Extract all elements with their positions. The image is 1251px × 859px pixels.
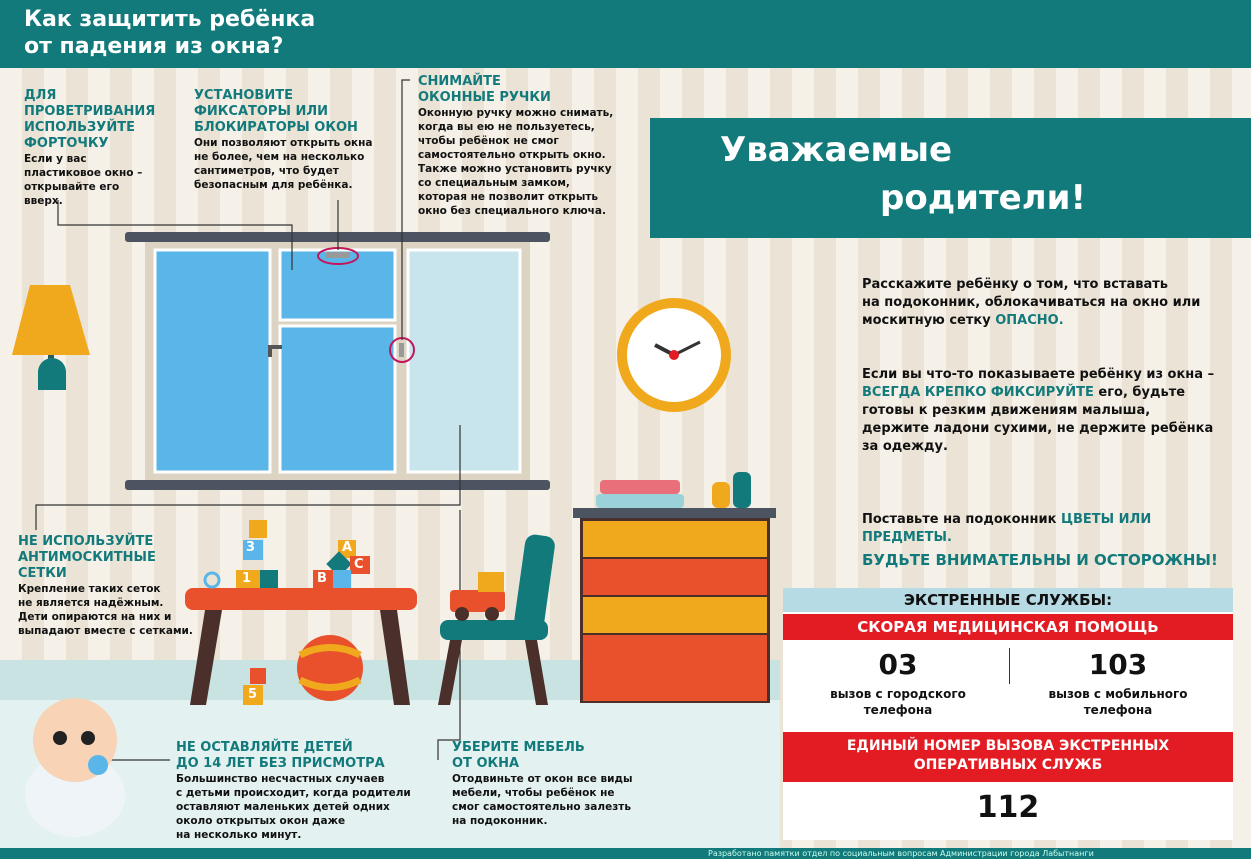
- advice-line: за одежду.: [862, 439, 948, 454]
- tip-furniture: [452, 740, 652, 828]
- advice-highlight: ОПАСНО.: [995, 313, 1064, 328]
- tip-body: Крепление таких сеток не является надёжным. Дети опираются на них и выпадают вместе с сетками.: [18, 583, 193, 637]
- tip-title: УСТАНОВИТЕ ФИКСАТОРЫ ИЛИ БЛОКИРАТОРЫ ОКОН: [194, 88, 358, 135]
- advice-line: [862, 312, 1232, 330]
- advice-line: готовы к резким движениям малыша,: [862, 403, 1151, 418]
- divider: [1009, 648, 1010, 684]
- tip-fixators: [194, 88, 394, 192]
- block-letter: C: [354, 557, 364, 572]
- block-letter: B: [317, 571, 327, 586]
- advice-line: Если вы что-то показываете ребёнку из окна –: [862, 367, 1215, 382]
- tip-body: Если у вас пластиковое окно – открывайте его вверх.: [24, 153, 143, 207]
- footer-credit: Разработано памятки отдел по социальным вопросам Администрации города Лабытнанги: [708, 849, 1094, 858]
- parents-line1: Уважаемые: [720, 130, 953, 170]
- careful-slogan: БУДЬТЕ ВНИМАТЕЛЬНЫ И ОСТОРОЖНЫ!: [862, 551, 1218, 569]
- footer-bar: [0, 848, 1251, 859]
- toy-train-icon: [450, 572, 505, 621]
- advice-paragraph-3: [862, 511, 1242, 547]
- block-letter: 1: [242, 571, 252, 586]
- tip-body: Они позволяют открыть окна не более, чем на несколько сантиметров, что будет безопасным для ребёнка.: [194, 137, 373, 191]
- ball-icon: [297, 635, 363, 701]
- ambulance-bar: СКОРАЯ МЕДИЦИНСКАЯ ПОМОЩЬ: [783, 614, 1233, 640]
- tip-title: НЕ ИСПОЛЬЗУЙТЕ АНТИМОСКИТНЫЕ СЕТКИ: [18, 534, 156, 581]
- block-letter: 5: [248, 687, 258, 702]
- tip-body: Оконную ручку можно снимать, когда вы ею не пользуетесь, чтобы ребёнок не смог самостоятельно открыть окно. Также можно установить ручку со специальным замком, которая не позволит открыть окно без специального ключа.: [418, 107, 614, 217]
- advice-text: москитную сетку: [862, 313, 996, 328]
- ambulance-mobile-number: 103: [1088, 648, 1148, 681]
- baby-icon: [25, 698, 125, 837]
- advice-line: на подоконник, облокачиваться на окно или: [862, 295, 1201, 310]
- advice-text: его, будьте: [1093, 385, 1186, 400]
- ambulance-landline-number: 03: [878, 648, 918, 681]
- tip-title: ДЛЯ ПРОВЕТРИВАНИЯ ИСПОЛЬЗУЙТЕ ФОРТОЧКУ: [24, 88, 156, 151]
- ambulance-mobile-caption: вызов с мобильного телефона: [1048, 687, 1188, 717]
- emergency-title: ЭКСТРЕННЫЕ СЛУЖБЫ:: [783, 588, 1233, 612]
- unified-number-bar: ЕДИНЫЙ НОМЕР ВЫЗОВА ЭКСТРЕННЫХ ОПЕРАТИВНЫХ СЛУЖБ: [783, 732, 1233, 782]
- advice-highlight: ВСЕГДА КРЕПКО ФИКСИРУЙТЕ: [862, 385, 1094, 400]
- tip-body: Отодвиньте от окон все виды мебели, чтобы ребёнок не смог самостоятельно залезть на подоконник.: [452, 773, 633, 827]
- tip-title: НЕ ОСТАВЛЯЙТЕ ДЕТЕЙ ДО 14 ЛЕТ БЕЗ ПРИСМОТРА: [176, 740, 385, 771]
- advice-line: держите ладони сухими, не держите ребёнка: [862, 421, 1214, 436]
- tip-handles: [418, 74, 646, 218]
- block-letter: 3: [246, 540, 256, 555]
- clock-icon: [617, 298, 731, 412]
- tip-title: УБЕРИТЕ МЕБЕЛЬ ОТ ОКНА: [452, 740, 585, 771]
- advice-text: Поставьте на подоконник: [862, 512, 1061, 527]
- page-title: Как защитить ребёнка от падения из окна?: [24, 7, 316, 59]
- parents-line2: родители!: [880, 178, 1086, 218]
- window-sill: [125, 480, 550, 490]
- tip-title: СНИМАЙТЕ ОКОННЫЕ РУЧКИ: [418, 74, 551, 105]
- advice-line: [862, 384, 1237, 402]
- block-letter: A: [342, 540, 353, 555]
- parents-banner: [650, 118, 1251, 238]
- lamp-icon: [12, 285, 90, 390]
- tip-nets: [18, 534, 218, 638]
- emergency-block: [783, 588, 1233, 840]
- advice-highlight: ЦВЕТЫ ИЛИ ПРЕДМЕТЫ.: [862, 512, 1152, 545]
- advice-paragraph-1: [862, 276, 1232, 330]
- ambulance-landline-caption: вызов с городского телефона: [830, 687, 966, 717]
- unified-number: 112: [976, 790, 1040, 825]
- tip-body: Большинство несчастных случаев с детьми происходит, когда родители оставляют маленьких детей одних около открытых окон даже на несколько минут.: [176, 773, 411, 841]
- advice-line: Расскажите ребёнку о том, что вставать: [862, 277, 1168, 292]
- advice-paragraph-2: [862, 366, 1237, 456]
- tip-fortochka: [24, 88, 184, 208]
- tip-alone: [176, 740, 426, 842]
